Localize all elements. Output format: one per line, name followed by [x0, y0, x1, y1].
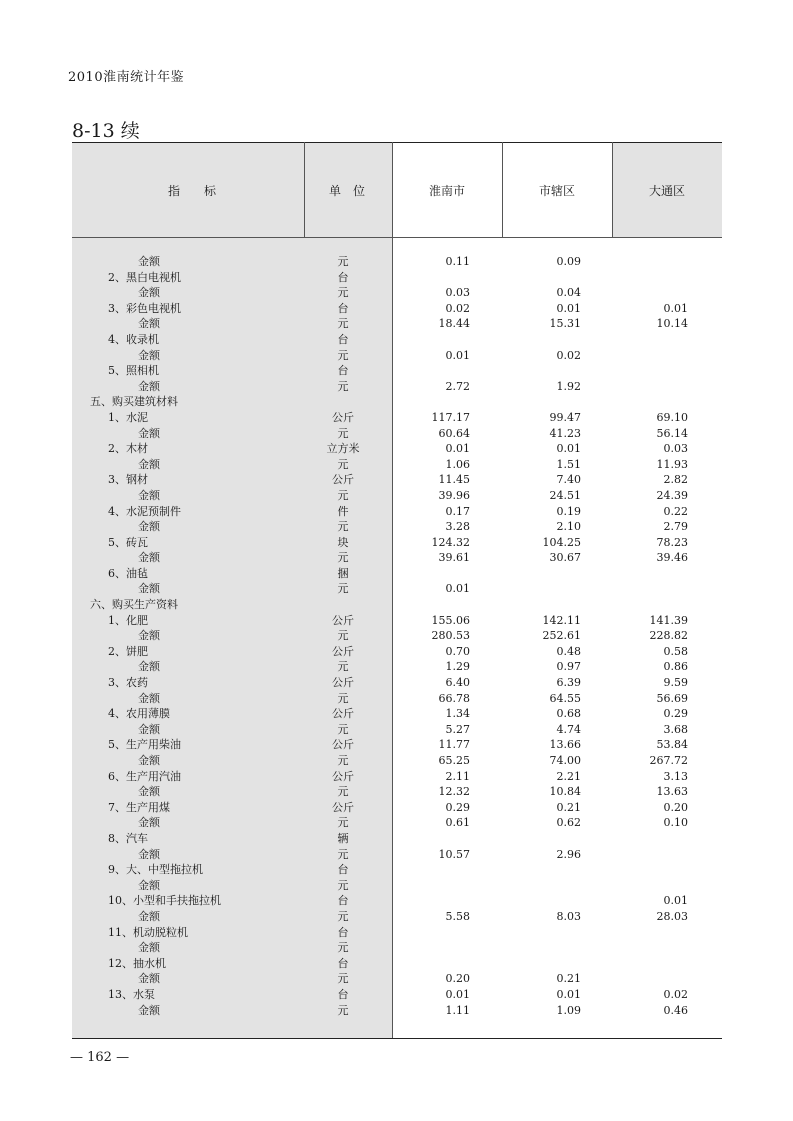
datong-value: 0.29: [663, 707, 688, 721]
header-shixia: 市辖区: [538, 184, 575, 198]
huainan-value: 0.03: [445, 286, 470, 300]
indicator-cell: 五、购买建筑材料: [90, 395, 178, 409]
table-row: [72, 847, 722, 863]
shixia-value: 0.02: [556, 348, 581, 362]
indicator-cell: 3、钢材: [108, 473, 148, 487]
datong-value: 0.03: [663, 442, 688, 456]
datong-value: 267.72: [649, 754, 688, 767]
table-row: [72, 254, 722, 270]
table-row: [72, 925, 722, 941]
huainan-value: 155.06: [431, 613, 470, 627]
unit-cell: 元: [337, 660, 349, 674]
table-row: [72, 659, 722, 675]
huainan-value: 11.77: [438, 738, 470, 752]
table-row: [72, 909, 722, 925]
indicator-cell: 金额: [138, 847, 160, 861]
unit-cell: 元: [337, 878, 349, 892]
datong-value: 53.84: [656, 738, 688, 752]
shixia-value: 0.48: [556, 644, 581, 658]
unit-cell: 件: [337, 504, 349, 518]
shixia-value: 10.84: [549, 785, 581, 799]
shixia-value: 0.09: [556, 255, 581, 268]
shixia-value: 1.09: [556, 1003, 581, 1017]
table-row: [72, 769, 722, 785]
table-row: [72, 441, 722, 457]
table-row: [72, 987, 722, 1003]
indicator-cell: 5、照相机: [108, 364, 159, 378]
huainan-value: 10.57: [438, 847, 470, 861]
indicator-cell: 3、彩色电视机: [108, 301, 181, 315]
datong-value: 78.23: [656, 535, 688, 549]
huainan-value: 1.29: [445, 660, 470, 674]
huainan-value: 18.44: [438, 317, 470, 331]
shixia-value: 0.21: [556, 800, 581, 814]
datong-value: 13.63: [656, 785, 688, 799]
shixia-value: 142.11: [542, 613, 581, 627]
shixia-value: 2.21: [556, 769, 581, 783]
column-divider: [304, 142, 305, 237]
huainan-value: 5.58: [445, 909, 470, 923]
huainan-value: 0.01: [445, 987, 470, 1001]
page-number: — 162 —: [70, 1050, 130, 1065]
table-row: [72, 519, 722, 535]
unit-cell: 台: [337, 956, 349, 970]
shixia-value: 2.10: [556, 520, 581, 534]
unit-cell: 公斤: [332, 707, 354, 721]
indicator-cell: 金额: [138, 785, 160, 799]
huainan-value: 39.96: [438, 488, 470, 502]
table-title: 8-13 续: [72, 120, 140, 142]
indicator-cell: 金额: [138, 520, 160, 534]
huainan-value: 5.27: [445, 722, 470, 736]
unit-cell: 辆: [337, 831, 349, 845]
shixia-value: 24.51: [549, 488, 581, 502]
indicator-cell: 13、水泵: [108, 987, 155, 1001]
indicator-cell: 金额: [138, 348, 160, 362]
indicator-cell: 金额: [138, 972, 160, 986]
table-row: [72, 862, 722, 878]
shixia-value: 7.40: [556, 473, 581, 487]
table-row: [72, 737, 722, 753]
indicator-cell: 金额: [138, 816, 160, 830]
indicator-cell: 5、生产用柴油: [108, 738, 181, 752]
indicator-cell: 金额: [138, 426, 160, 440]
huainan-value: 0.29: [445, 800, 470, 814]
shixia-value: 15.31: [549, 317, 581, 331]
table-row: [72, 628, 722, 644]
datong-value: 0.46: [663, 1003, 688, 1017]
datong-value: 141.39: [649, 613, 688, 627]
table-row: [72, 488, 722, 504]
table-row: [72, 363, 722, 379]
unit-cell: 元: [337, 754, 349, 767]
datong-value: 9.59: [663, 676, 688, 690]
huainan-value: 0.01: [445, 582, 470, 596]
unit-cell: 元: [337, 785, 349, 799]
unit-cell: 元: [337, 426, 349, 440]
datong-value: 2.79: [663, 520, 688, 534]
table-row: [72, 550, 722, 566]
unit-cell: 公斤: [332, 800, 354, 814]
unit-cell: 块: [337, 535, 349, 549]
datong-value: 0.22: [663, 504, 688, 518]
huainan-value: 0.02: [445, 301, 470, 315]
indicator-cell: 金额: [138, 551, 160, 565]
unit-cell: 元: [337, 847, 349, 861]
shixia-value: 0.01: [556, 301, 581, 315]
shixia-value: 0.19: [556, 504, 581, 518]
table-bottom-rule: [72, 1038, 722, 1039]
unit-cell: 立方米: [326, 442, 360, 456]
table-row: [72, 348, 722, 364]
indicator-cell: 6、生产用汽油: [108, 769, 181, 783]
header-unit: 单 位: [328, 184, 365, 198]
datong-value: 24.39: [656, 488, 688, 502]
datong-value: 28.03: [656, 909, 688, 923]
indicator-cell: 1、水泥: [108, 410, 148, 424]
indicator-cell: 金额: [138, 488, 160, 502]
unit-cell: 元: [337, 941, 349, 955]
table-row: [72, 722, 722, 738]
unit-cell: 元: [337, 972, 349, 986]
datong-value: 0.58: [663, 644, 688, 658]
unit-cell: 台: [337, 894, 349, 908]
table-row: [72, 675, 722, 691]
statistics-table: [72, 142, 722, 1039]
table-row: [72, 301, 722, 317]
indicator-cell: 金额: [138, 629, 160, 643]
huainan-value: 65.25: [438, 754, 470, 767]
unit-cell: 台: [337, 332, 349, 346]
unit-cell: 元: [337, 909, 349, 923]
datong-value: 0.01: [663, 894, 688, 908]
header-huainan: 淮南市: [428, 184, 465, 198]
unit-cell: 台: [337, 301, 349, 315]
unit-cell: 元: [337, 582, 349, 596]
indicator-cell: 3、农药: [108, 676, 148, 690]
huainan-value: 39.61: [438, 551, 470, 565]
huainan-value: 0.01: [445, 442, 470, 456]
unit-cell: 元: [337, 629, 349, 643]
datong-value: 0.86: [663, 660, 688, 674]
indicator-cell: 金额: [138, 691, 160, 705]
huainan-value: 0.01: [445, 348, 470, 362]
datong-value: 10.14: [656, 317, 688, 331]
indicator-cell: 六、购买生产资料: [90, 598, 178, 612]
shixia-value: 252.61: [542, 629, 581, 643]
indicator-cell: 5、砖瓦: [108, 535, 148, 549]
table-row: [72, 379, 722, 395]
indicator-cell: 4、收录机: [108, 332, 159, 346]
unit-cell: 元: [337, 488, 349, 502]
table-row: [72, 878, 722, 894]
shixia-value: 0.97: [556, 660, 581, 674]
indicator-cell: 金额: [138, 660, 160, 674]
unit-cell: 台: [337, 270, 349, 284]
shixia-value: 0.62: [556, 816, 581, 830]
table-row: [72, 581, 722, 597]
huainan-value: 60.64: [438, 426, 470, 440]
table-row: [72, 285, 722, 301]
unit-cell: 捆: [337, 566, 349, 580]
unit-cell: 元: [337, 317, 349, 331]
huainan-value: 6.40: [445, 676, 470, 690]
huainan-value: 1.34: [445, 707, 470, 721]
shixia-value: 4.74: [556, 722, 581, 736]
indicator-cell: 2、木材: [108, 442, 148, 456]
shixia-value: 74.00: [549, 754, 581, 767]
datong-value: 2.82: [663, 473, 688, 487]
shixia-value: 1.51: [556, 457, 581, 471]
unit-cell: 公斤: [332, 410, 354, 424]
table-row: [72, 691, 722, 707]
table-row: [72, 270, 722, 286]
huainan-value: 2.72: [445, 379, 470, 393]
unit-cell: 元: [337, 348, 349, 362]
header-datong: 大通区: [648, 184, 685, 198]
indicator-cell: 9、大、中型拖拉机: [108, 863, 203, 877]
unit-cell: 元: [337, 551, 349, 565]
table-row: [72, 784, 722, 800]
datong-value: 228.82: [649, 629, 688, 643]
shixia-value: 41.23: [549, 426, 581, 440]
huainan-value: 3.28: [445, 520, 470, 534]
shixia-value: 104.25: [542, 535, 581, 549]
table-row: [72, 535, 722, 551]
unit-cell: 元: [337, 255, 349, 268]
shixia-value: 30.67: [549, 551, 581, 565]
unit-cell: 元: [337, 816, 349, 830]
huainan-value: 11.45: [438, 473, 470, 487]
unit-cell: 公斤: [332, 473, 354, 487]
indicator-cell: 金额: [138, 909, 160, 923]
unit-cell: 台: [337, 863, 349, 877]
unit-cell: 元: [337, 457, 349, 471]
unit-cell: 台: [337, 925, 349, 939]
unit-cell: 公斤: [332, 613, 354, 627]
indicator-cell: 金额: [138, 286, 160, 300]
table-row: [72, 753, 722, 769]
table-row: [72, 956, 722, 972]
huainan-value: 0.11: [445, 255, 470, 268]
indicator-cell: 金额: [138, 941, 160, 955]
shixia-value: 13.66: [549, 738, 581, 752]
unit-cell: 元: [337, 286, 349, 300]
indicator-cell: 金额: [138, 878, 160, 892]
unit-cell: 元: [337, 379, 349, 393]
datong-value: 56.69: [656, 691, 688, 705]
huainan-value: 124.32: [431, 535, 470, 549]
unit-cell: 元: [337, 1003, 349, 1017]
datong-value: 0.01: [663, 301, 688, 315]
indicator-cell: 金额: [138, 754, 160, 767]
indicator-cell: 11、机动脱粒机: [108, 925, 188, 939]
table-row: [72, 472, 722, 488]
indicator-cell: 2、饼肥: [108, 644, 148, 658]
table-row: [72, 613, 722, 629]
table-row: [72, 971, 722, 987]
indicator-cell: 8、汽车: [108, 831, 148, 845]
unit-cell: 元: [337, 691, 349, 705]
huainan-value: 0.20: [445, 972, 470, 986]
huainan-value: 0.17: [445, 504, 470, 518]
shixia-value: 8.03: [556, 909, 581, 923]
header-separator: [72, 237, 722, 238]
table-row: [72, 644, 722, 660]
table-row: [72, 893, 722, 909]
indicator-cell: 金额: [138, 582, 160, 596]
datong-value: 56.14: [656, 426, 688, 440]
datong-value: 39.46: [656, 551, 688, 565]
table-row: [72, 426, 722, 442]
table-row: [72, 706, 722, 722]
unit-cell: 台: [337, 987, 349, 1001]
shixia-value: 0.01: [556, 987, 581, 1001]
shixia-value: 0.01: [556, 442, 581, 456]
huainan-value: 117.17: [431, 410, 470, 424]
datong-value: 0.10: [663, 816, 688, 830]
indicator-cell: 4、水泥预制件: [108, 504, 181, 518]
table-row: [72, 831, 722, 847]
running-head: 2010淮南统计年鉴: [68, 70, 185, 85]
indicator-cell: 2、黑白电视机: [108, 270, 181, 284]
datong-value: 3.13: [663, 769, 688, 783]
table-row: [72, 504, 722, 520]
unit-cell: 台: [337, 364, 349, 378]
shixia-value: 6.39: [556, 676, 581, 690]
table-row: [72, 566, 722, 582]
indicator-cell: 金额: [138, 722, 160, 736]
huainan-value: 66.78: [438, 691, 470, 705]
table-row: [72, 1003, 722, 1019]
huainan-value: 2.11: [445, 769, 470, 783]
indicator-cell: 1、化肥: [108, 613, 148, 627]
table-row: [72, 410, 722, 426]
shixia-value: 0.68: [556, 707, 581, 721]
huainan-value: 1.11: [445, 1003, 470, 1017]
table-body: [72, 254, 722, 1018]
table-row: [72, 457, 722, 473]
unit-cell: 公斤: [332, 769, 354, 783]
huainan-value: 12.32: [438, 785, 470, 799]
table-row: [72, 597, 722, 613]
indicator-cell: 金额: [138, 317, 160, 331]
table-row: [72, 815, 722, 831]
table-row: [72, 332, 722, 348]
datong-value: 3.68: [663, 722, 688, 736]
huainan-value: 1.06: [445, 457, 470, 471]
datong-value: 0.02: [663, 987, 688, 1001]
unit-cell: 元: [337, 520, 349, 534]
datong-value: 0.20: [663, 800, 688, 814]
indicator-cell: 金额: [138, 1003, 160, 1017]
shixia-value: 2.96: [556, 847, 581, 861]
unit-cell: 元: [337, 722, 349, 736]
shixia-value: 0.04: [556, 286, 581, 300]
shixia-value: 99.47: [549, 410, 581, 424]
unit-cell: 公斤: [332, 644, 354, 658]
datong-value: 11.93: [656, 457, 688, 471]
indicator-cell: 6、油毡: [108, 566, 148, 580]
shixia-value: 1.92: [556, 379, 581, 393]
table-row: [72, 940, 722, 956]
indicator-cell: 4、农用薄膜: [108, 707, 170, 721]
shixia-value: 64.55: [549, 691, 581, 705]
indicator-cell: 金额: [138, 457, 160, 471]
huainan-value: 0.61: [445, 816, 470, 830]
table-row: [72, 800, 722, 816]
huainan-value: 280.53: [431, 629, 470, 643]
table-row: [72, 394, 722, 410]
indicator-cell: 金额: [138, 255, 160, 268]
indicator-cell: 10、小型和手扶拖拉机: [108, 894, 221, 908]
header-indicator: 指 标: [167, 184, 216, 198]
indicator-cell: 7、生产用煤: [108, 800, 170, 814]
indicator-cell: 金额: [138, 379, 160, 393]
indicator-cell: 12、抽水机: [108, 956, 166, 970]
table-row: [72, 316, 722, 332]
huainan-value: 0.70: [445, 644, 470, 658]
unit-cell: 公斤: [332, 676, 354, 690]
shixia-value: 0.21: [556, 972, 581, 986]
unit-cell: 公斤: [332, 738, 354, 752]
datong-value: 69.10: [656, 410, 688, 424]
table-top-rule: [72, 142, 722, 143]
